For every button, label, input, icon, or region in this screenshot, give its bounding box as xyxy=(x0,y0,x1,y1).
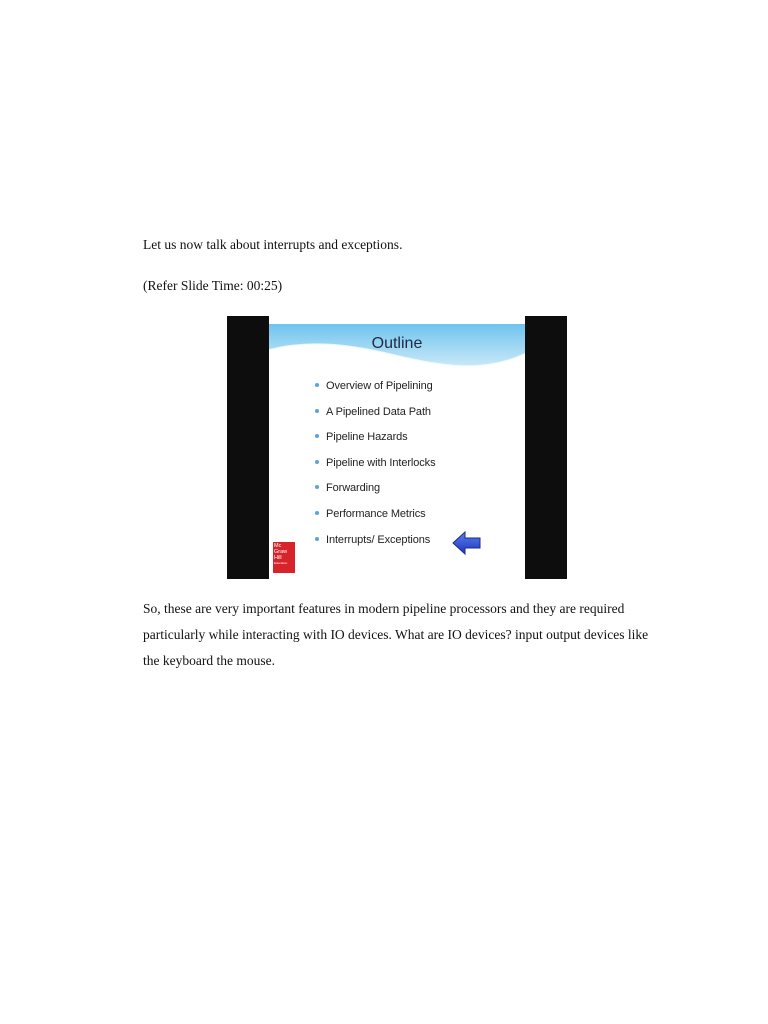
mcgraw-hill-logo: Mc Graw Hill Education xyxy=(273,542,295,573)
slide-bullet: Overview of Pipelining xyxy=(315,378,436,404)
slide-title: Outline xyxy=(371,335,423,352)
slide-bullet: Performance Metrics xyxy=(315,506,436,532)
slide-bullet: Forwarding xyxy=(315,480,436,506)
left-arrow-icon xyxy=(452,530,482,556)
bullet-dot-icon xyxy=(315,537,319,541)
bullet-dot-icon xyxy=(315,434,319,438)
body-paragraph: So, these are very important features in modern pipeline processors and they are required particularly while interacting with IO devices. What are IO devices? input output devices like the keyboard the mouse. xyxy=(143,601,649,668)
bullet-dot-icon xyxy=(315,409,319,413)
bullet-dot-icon xyxy=(315,511,319,515)
slide-bullet: Pipeline with Interlocks xyxy=(315,455,436,481)
slide-time-reference: (Refer Slide Time: 00:25) xyxy=(143,278,283,293)
slide-bullet: Interrupts/ Exceptions xyxy=(315,532,436,558)
bullet-dot-icon xyxy=(315,383,319,387)
intro-paragraph: Let us now talk about interrupts and exceptions. xyxy=(143,237,403,252)
bullet-dot-icon xyxy=(315,485,319,489)
bullet-dot-icon xyxy=(315,460,319,464)
slide-bullet: A Pipelined Data Path xyxy=(315,404,436,430)
outline-slide xyxy=(269,316,525,579)
slide-image-frame xyxy=(227,316,567,579)
slide-bullet-list xyxy=(315,378,436,557)
slide-bullet: Pipeline Hazards xyxy=(315,429,436,455)
